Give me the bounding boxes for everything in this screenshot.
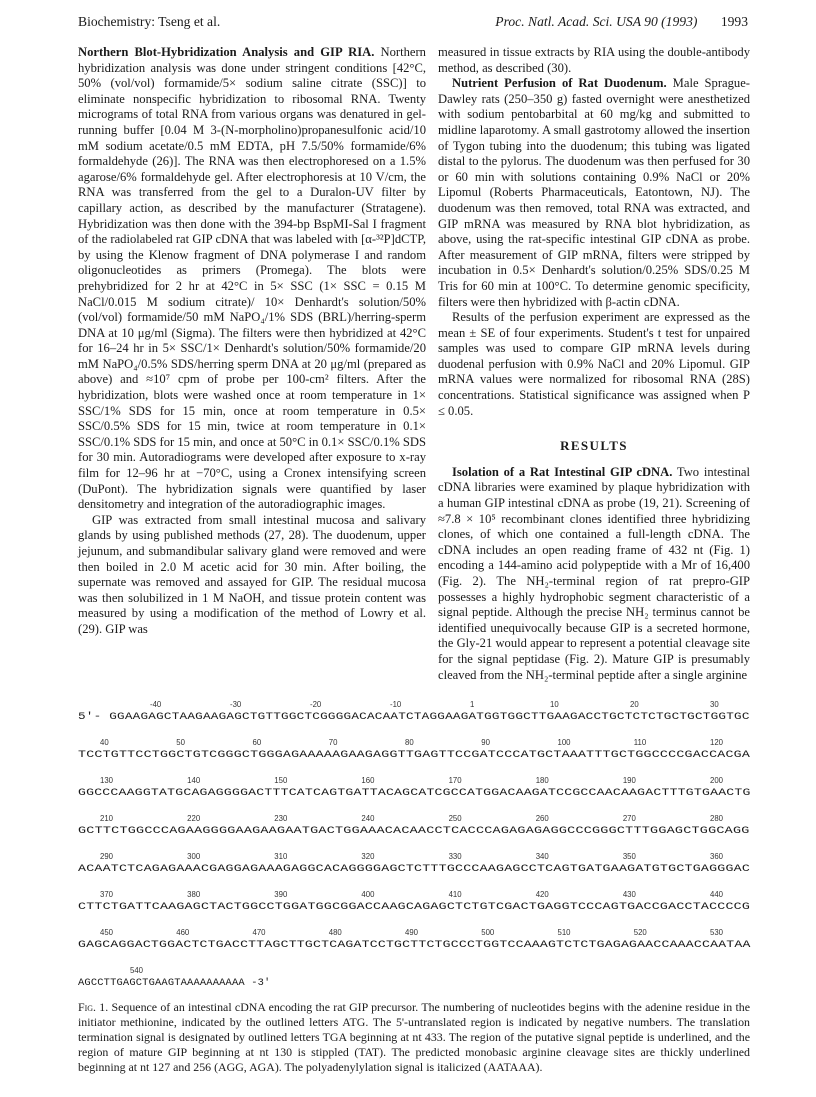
position-number: 540 — [130, 966, 144, 975]
section-title-perfusion: Nutrient Perfusion of Rat Duodenum. — [452, 76, 667, 91]
position-number: 70 — [328, 738, 338, 747]
position-number: 450 — [100, 928, 114, 937]
position-number: 80 — [405, 738, 414, 747]
sequence-text: TCCTGTTCCTGGCTGTCGGGCTGGGAGAAAAAGAAGAGGTTGAGTTCCGATCCCATGCTAAATTTGCTGGCCCCGACCACGA — [78, 749, 751, 761]
sequence-row — [78, 814, 750, 852]
sequence-text: 5'- GGAAGAGCTAAGAAGAGCTGTTGGCTCGGGGACACAATCTAGGAAGATGGTGGCTTGAAGACCTGCTCTCTGCTGCTGGTGC — [78, 711, 750, 723]
position-number: 340 — [535, 852, 549, 861]
position-number: 50 — [176, 738, 185, 747]
position-number: 320 — [361, 852, 375, 861]
paragraph-ria-cont: measured in tissue extracts by RIA using the double-antibody method, as described (30). — [438, 45, 750, 75]
left-column — [78, 45, 426, 638]
paragraph-northern-blot: Northern Blot-Hybridization Analysis and GIP RIA. Northern hybridization analysis was done under stringent conditions [42°C, 50% (vol/vol) formamide/5× sodium saline citrate (SSC)] to eliminate nonspecific hybridization to ribosomal RNA. Twenty micrograms of total RNA from various organs was denatured in gel-running buffer [0.04 M 3-(N-morpholino)propanesulfonic acid/10 mM sodium acetate/0.5 mM EDTA, pH 7.5/50% formamide/6% formaldehyde (26)]. The RNA was then electrophoresed on a 1.5% agarose/6% formaldehyde gel. After electrophoresis at 10 V/cm, the RNA was transferred from the gel to a Duralon-UV filter by capillary action, as described by the manufacturer (Stratagene). Hybridization was then done with the 394-bp BspMI-Sal I fragment of the radiolabeled rat GIP cDNA that was labeled with [α-³²P]dCTP, by using the Klenow fragment of DNA polymerase I and random oligonucleotides as primers (Promega). The blots were prehybridized for 2 hr at 42°C in 5× SSC (1× SSC = 0.15 M NaCl/0.015 M sodium citrate)/ 10× Denhardt's solution/50% (vol/vol) formamide/50 mM NaPO₄/1% SDS (BRL)/herring-sperm DNA at 10 μg/ml (Sigma). The filters were then hybridized at 42°C for 16–24 hr in 5× SSC/1× Denhardt's solution/50% formamide/20 mM NaPO₄/0.5% SDS/herring sperm DNA at 20 μg/ml (prepared as above) and ≈10⁷ cpm of probe per 100-cm² filters. After the hybridization, blots were washed once at room temperature in 1× SSC/1% SDS for 15 min, once at room temperature in 0.5× SSC/0.5% SDS for 15 min, twice at room temperature in 0.1× SSC/0.1% SDS for 15 min, and once at 50°C in 0.1× SSC/0.1% SDS for 30 min. Autoradiograms were developed after exposure to x-ray film for 12–96 hr at −70°C, using a Cronex intensifying screen (DuPont). The hybridization signals were quantified by laser densitometry and integration of the autoradiographic images. — [78, 45, 427, 512]
paragraph-statistics: Results of the perfusion experiment are expressed as the mean ± SE of four experiments. Student's t test for unpaired samples was used to compare GIP mRNA levels during duodenal perfusion with 0.9% NaCl and 20% Lipomul. GIP mRNA values were normalized for ribosomal RNA (28S) concentrations. Statistical significance was assigned when P ≤ 0.05. — [438, 310, 750, 418]
sequence-position-numbers — [78, 966, 750, 977]
position-number: 280 — [710, 814, 724, 823]
journal-citation: Proc. Natl. Acad. Sci. USA 90 (1993) 1993 — [495, 14, 748, 29]
position-number: 60 — [252, 738, 262, 747]
position-number: 110 — [633, 738, 647, 747]
sequence-position-numbers — [78, 738, 750, 749]
position-number: 240 — [361, 814, 375, 823]
sequence-row — [78, 738, 750, 776]
position-number: 500 — [481, 928, 495, 937]
figure-caption: Fig. 1. Sequence of an intestinal cDNA encoding the rat GIP precursor. The numbering of nucleotides begins with the adenine residue in the initiator methionine, indicated by the outlined letters ATG. The 5'-untranslated region is indicated by negative numbers. The translation termination signal is designated by outlined letters TGA beginning at nt 433. The region of the putative signal peptide is underlined, and the region of mature GIP beginning at nt 130 is stippled (TAT). The predicted monobasic arginine cleavage sites are thickly underlined beginning at nt 127 and 256 (AGG, AGA). The polyadenylylation signal is italicized (AATAAA). — [78, 1000, 751, 1075]
position-number: 180 — [535, 776, 549, 785]
position-number: 360 — [710, 852, 724, 861]
position-number: 260 — [535, 814, 549, 823]
running-header — [78, 14, 748, 34]
position-number: -10 — [390, 700, 402, 709]
position-number: 310 — [274, 852, 288, 861]
sequence-position-numbers — [78, 814, 750, 825]
position-number: 490 — [405, 928, 419, 937]
sequence-text: ACAATCTCAGAGAAACGAGGAGAAAGAGGCACAGGGGAGCTCTTTGCCCAAGAGCCTCAGTGATGAAGATGTGCTGAGGGAC — [78, 863, 751, 875]
position-number: 440 — [710, 890, 724, 899]
figure-label: Fig. 1. — [78, 1000, 109, 1014]
sequence-text: AGCCTTGAGCTGAAGTAAAAAAAAAA -3' — [78, 977, 271, 989]
position-number: -40 — [150, 700, 162, 709]
position-number: 430 — [622, 890, 636, 899]
position-number: 410 — [448, 890, 462, 899]
position-number: 10 — [550, 700, 559, 709]
position-number: -30 — [230, 700, 242, 709]
position-number: 390 — [274, 890, 288, 899]
position-number: 160 — [361, 776, 375, 785]
position-number: 100 — [557, 738, 571, 747]
position-number: 170 — [448, 776, 462, 785]
position-number: 1 — [470, 700, 475, 709]
position-number: 460 — [176, 928, 190, 937]
position-number: -20 — [310, 700, 322, 709]
position-number: 120 — [710, 738, 724, 747]
sequence-position-numbers — [78, 928, 750, 939]
section-title-northern: Northern Blot-Hybridization Analysis and GIP RIA. — [78, 45, 375, 59]
sequence-row — [78, 890, 750, 928]
sequence-row — [78, 966, 750, 1004]
position-number: 380 — [187, 890, 201, 899]
position-number: 420 — [535, 890, 549, 899]
position-number: 270 — [622, 814, 636, 823]
sequence-position-numbers — [78, 776, 750, 787]
sequence-position-numbers — [78, 890, 750, 901]
sequence-row — [78, 928, 750, 966]
position-number: 140 — [187, 776, 201, 785]
section-title-isolation: Isolation of a Rat Intestinal GIP cDNA. — [452, 464, 673, 479]
sequence-position-numbers — [78, 852, 750, 863]
position-number: 300 — [187, 852, 201, 861]
sequence-text: CTTCTGATTCAAGAGCTACTGGCCTGGATGGCGGACCAAGCAGAGCTCTGTCGACTGAGGTCCCAGTGACCGACCTACCCCG — [78, 901, 751, 913]
position-number: 370 — [100, 890, 114, 899]
position-number: 210 — [100, 814, 114, 823]
nucleotide-sequence-figure — [78, 700, 750, 1004]
right-column — [438, 45, 750, 683]
position-number: 480 — [328, 928, 342, 937]
position-number: 470 — [252, 928, 266, 937]
position-number: 230 — [274, 814, 288, 823]
sequence-row — [78, 852, 750, 890]
position-number: 130 — [100, 776, 114, 785]
sequence-position-numbers — [78, 700, 750, 711]
paragraph-isolation: Isolation of a Rat Intestinal GIP cDNA. Two intestinal cDNA libraries were examined by plaque hybridization with a human GIP intestinal cDNA as probe (19, 21). Screening of ≈7.8 × 10⁵ recombinant clones identified three hybridizing clones, of which one contained a full-length cDNA. The cDNA includes an open reading frame of 432 nt (Fig. 1) encoding a 144-amino acid polypeptide with a Mr of 16,400 (Fig. 2). The NH₂-terminal region of rat prepro-GIP possesses a highly hydrophobic segment characteristic of a signal peptide. Although the precise NH₂ terminus cannot be identified unequivocally because GIP is a secreted hormone, the Gly-21 would appear to represent a potential cleavage site for the signal peptidase (Fig. 2). Mature GIP is presumably cleaved from the NH₂-terminal peptide after a single arginine — [438, 464, 750, 682]
position-number: 530 — [710, 928, 724, 937]
paragraph-nutrient-perfusion: Nutrient Perfusion of Rat Duodenum. Male Sprague-Dawley rats (250–350 g) fasted overnight were anesthetized with sodium pentobarbital at 60 mg/kg and submitted to midline laparotomy. A small gastrotomy allowed the insertion of Tygon tubing into the duodenum; this tubing was ligated distal to the pylorus. The duodenum was then perfused for 30 or 60 min with solutions containing 0.9% NaCl or 20% Lipomul (Roberts Pharmaceuticals, Eatontown, NJ). The duodenum was then removed, total RNA was extracted, and GIP mRNA was measured by RNA blot hybridization, as above, using the rat-specific intestinal GIP cDNA as probe. After measurement of GIP mRNA, filters were stripped by incubation in 0.5× Denhardt's solution/0.25% SDS/0.25 M Tris for 60 min at 100°C. To determine genomic specificity, filters were then hybridized with β-actin cDNA. — [438, 76, 750, 309]
position-number: 400 — [361, 890, 375, 899]
position-number: 520 — [633, 928, 647, 937]
position-number: 220 — [187, 814, 201, 823]
journal-author-line: Biochemistry: Tseng et al. — [78, 14, 221, 29]
paragraph-gip-extraction: GIP was extracted from small intestinal mucosa and salivary glands by using published methods (27, 28). The duodenum, upper jejunum, and submandibular salivary gland were removed and were then boiled in 2.0 M acetic acid for 30 min. After boiling, the supernate was removed and assayed for GIP. The residual mucosa was then solubilized in 1 M NaOH, and tissue protein content was measured by using a modification of the method of Lowry et al. (29). GIP was — [78, 512, 426, 636]
sequence-text: GAGCAGGACTGGACTCTGACCTTAGCTTGCTCAGATCCTGCTTCTGCCCTGGTCCAAAGTCTCTGAGAGAACCAAACCAATAA — [78, 939, 751, 951]
position-number: 40 — [100, 738, 109, 747]
sequence-text: GCTTCTGGCCCAGAAGGGGAAGAAGAATGACTGGAAACACAACCTCACCCAGAGAGAGGCCCGGGCTTTGGAGCTGGCAGG — [78, 825, 750, 837]
position-number: 90 — [481, 738, 490, 747]
position-number: 200 — [710, 776, 724, 785]
position-number: 290 — [100, 852, 114, 861]
page-number: 1993 — [720, 14, 748, 29]
position-number: 510 — [557, 928, 571, 937]
results-heading: RESULTS — [560, 438, 628, 454]
position-number: 330 — [448, 852, 462, 861]
sequence-text: GGCCCAAGGTATGCAGAGGGGACTTTCATCAGTGATTACAGCATCGCCATGGACAAGATCCGCCAACAAGACTTTGTGAACTG — [78, 787, 751, 799]
sequence-row — [78, 776, 750, 814]
position-number: 350 — [622, 852, 636, 861]
position-number: 150 — [274, 776, 288, 785]
position-number: 20 — [630, 700, 639, 709]
sequence-row — [78, 700, 750, 738]
position-number: 30 — [710, 700, 719, 709]
position-number: 250 — [448, 814, 462, 823]
position-number: 190 — [622, 776, 636, 785]
